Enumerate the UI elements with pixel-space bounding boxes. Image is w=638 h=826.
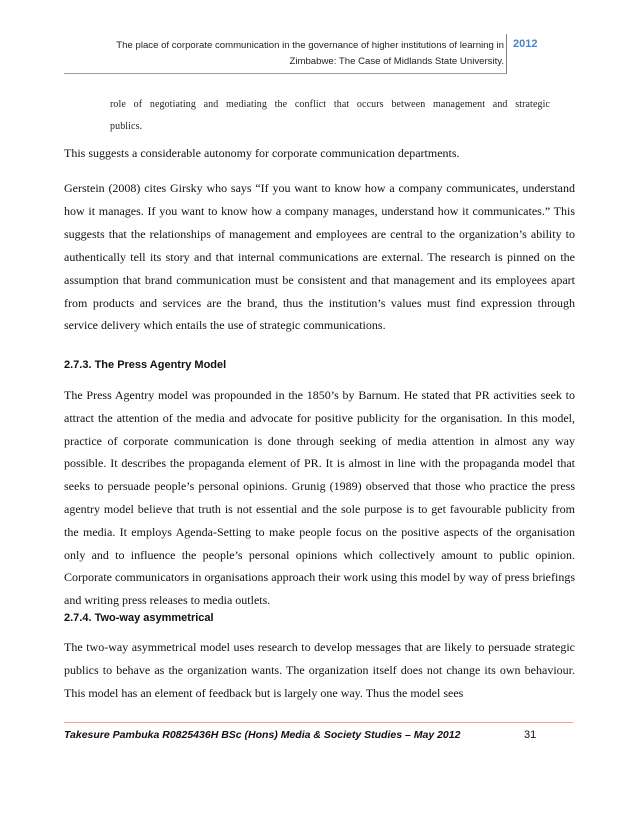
header-underline bbox=[64, 73, 507, 74]
footer-author: Takesure Pambuka R0825436H BSc (Hons) Media & Society Studies – May 2012 bbox=[64, 729, 461, 741]
header-title-line2: Zimbabwe: The Case of Midlands State University. bbox=[289, 56, 504, 67]
paragraph-1-text: This suggests a considerable autonomy for corporate communication departments. bbox=[64, 146, 460, 160]
paragraph-4-text: The two-way asymmetrical model uses research to develop messages that are likely to persuade strategic publics to behave as the organization wants. The organization itself does not change its own behaviour. This model has an element of feedback but is largely one way. Thus the model sees bbox=[64, 640, 575, 700]
page-number: 31 bbox=[524, 729, 537, 741]
paragraph-2 bbox=[64, 177, 575, 337]
paragraph-4 bbox=[64, 636, 575, 704]
header-title-line1: The place of corporate communication in the governance of higher institutions of learning in bbox=[116, 40, 504, 51]
section-heading-two-way-asymmetrical: 2.7.4. Two-way asymmetrical bbox=[64, 612, 214, 624]
paragraph-1 bbox=[64, 143, 575, 163]
paragraph-3 bbox=[64, 384, 575, 612]
header-divider bbox=[506, 34, 507, 74]
paragraph-2-text: Gerstein (2008) cites Girsky who says “If you want to know how a company communicates, understand how it manages. If you want to know how a company manages, understand how it communicates.” This suggests that the relationships of management and employees are central to the organization’s ability to authentically tell its story and that internal communications are external. The research is pinned on the assumption that brand communication must be consistent and that management and its employees apart from products and services are the brand, thus the institution’s values must find expression through service delivery which entails the use of strategic communications. bbox=[64, 181, 575, 333]
section-heading-press-agentry: 2.7.3. The Press Agentry Model bbox=[64, 359, 227, 371]
quote-line1: role of negotiating and mediating the conflict that occurs between management and strategic bbox=[110, 99, 550, 110]
header-title bbox=[64, 38, 504, 70]
footer-rule bbox=[64, 722, 573, 723]
page-header bbox=[64, 34, 576, 74]
paragraph-3-text: The Press Agentry model was propounded in the 1850’s by Barnum. He stated that PR activities seek to attract the attention of the media and advocate for positive publicity for the organisation. In this model, practice of corporate communication is done through seeking of media attention in almost any way possible. It describes the propaganda element of PR. It is almost in line with the propaganda model that seeks to persuade people’s personal opinions. Grunig (1989) observed that those who practice the press agentry model believe that truth is not essential and the sole purpose is to get favourable publicity from the media. It employs Agenda-Setting to make people focus on the positive aspects of the organisation only and to influence the people’s personal opinions which collectively amount to public opinion. Corporate communicators in organisations approach their work using this model by way of press briefings and writing press releases to media outlets. bbox=[64, 388, 575, 608]
header-year: 2012 bbox=[513, 38, 538, 50]
block-quote bbox=[110, 94, 550, 138]
quote-line2: publics. bbox=[110, 121, 143, 132]
